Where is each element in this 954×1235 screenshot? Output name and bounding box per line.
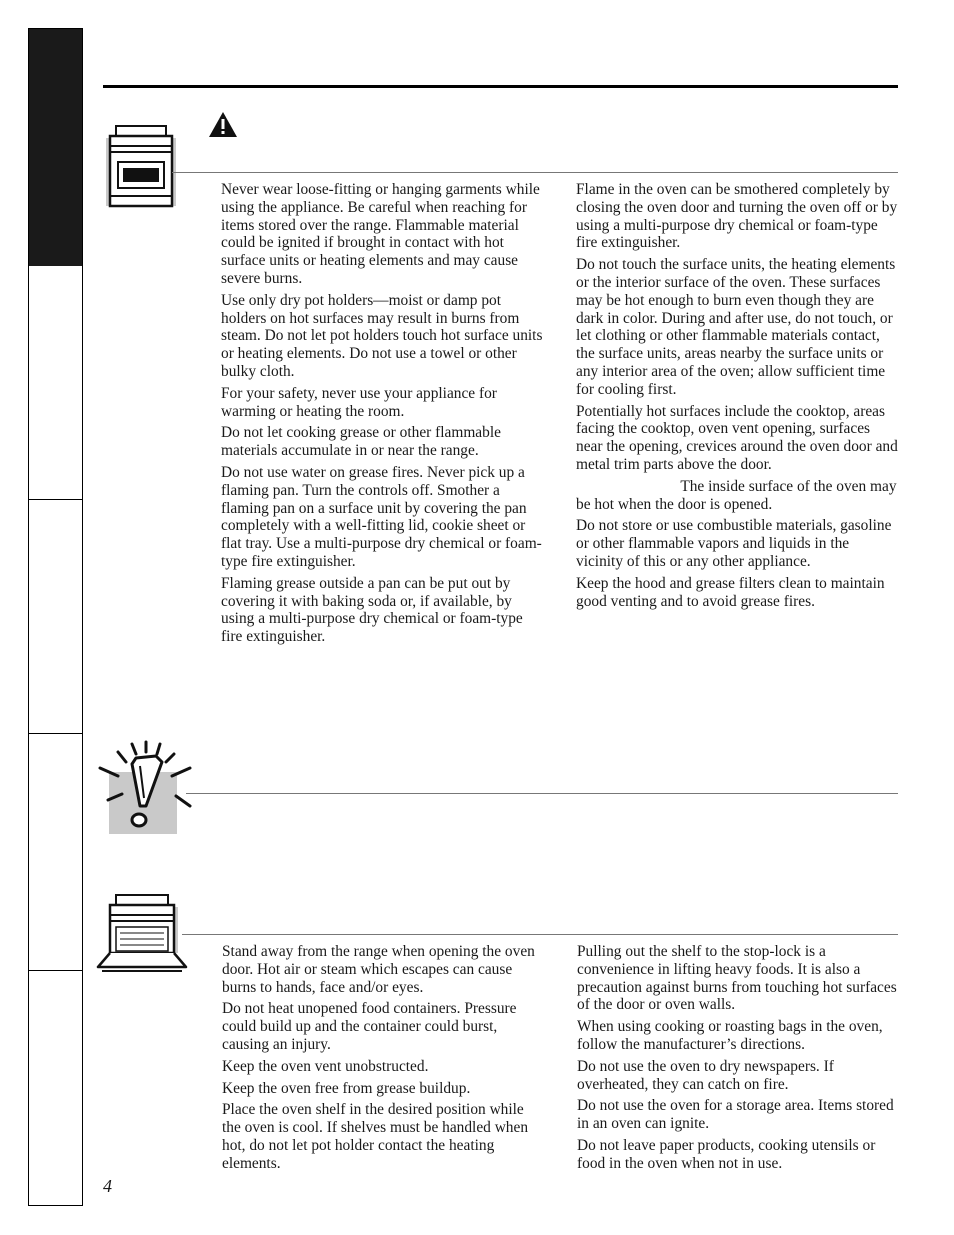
oven-column-right: [577, 943, 899, 1177]
safety-paragraph: Do not use the oven to dry newspapers. If overheated, they can catch on fire.: [577, 1057, 834, 1093]
exclamation-alert-icon: [96, 740, 192, 836]
header-rule: [103, 85, 898, 88]
safety-paragraph: Stand away from the range when opening the oven door. Hot air or steam which escapes can cause burns to hands, face and/or eyes.: [222, 943, 535, 996]
safety-paragraph: Keep the oven vent unobstructed.: [222, 1057, 429, 1075]
section-rule: [186, 793, 898, 794]
safety-paragraph: Flame in the oven can be smothered completely by closing the oven door and turning the oven off or by using a multi-purpose dry chemical or foam-type fire extinguisher.: [576, 181, 898, 252]
safety-paragraph: Do not use the oven for a storage area. Items stored in an oven can ignite.: [577, 1097, 894, 1133]
side-tab-divider: [29, 733, 82, 734]
safety-paragraph: Place the oven shelf in the desired position while the oven is cool. If shelves must be handled when hot, do not let pot holder contact the heating elements.: [222, 1101, 529, 1172]
safety-paragraph: [576, 478, 898, 514]
safety-paragraph: Do not store or use combustible materials, gasoline or other flammable vapors and liquids in the vicinity of this or any other appliance.: [576, 517, 892, 570]
safety-paragraph: Do not heat unopened food containers. Pressure could build up and the container could burst, causing an injury.: [222, 1000, 517, 1053]
safety-paragraph: Use only dry pot holders—moist or damp pot holders on hot surfaces may result in burns from steam. Do not let pot holders touch hot surface units or heating elements. Do not use a towel or other bulky cloth.: [221, 291, 543, 380]
open-oven-range-icon: [96, 893, 188, 975]
safety-paragraph: Do not use water on grease fires. Never pick up a flaming pan. Turn the controls off. Smother a flaming pan on a surface unit by covering the pan completely with a well-fitting lid, cookie sheet or flat tray. Use a multi-purpose dry chemical or foam-type fire extinguisher.: [221, 463, 542, 570]
side-tab-bar: [28, 28, 83, 1206]
safety-paragraph: Do not leave paper products, cooking utensils or food in the oven when not in use.: [577, 1136, 876, 1172]
page-number: 4: [103, 1176, 112, 1196]
safety-column-right: [576, 181, 898, 614]
safety-paragraph: Pulling out the shelf to the stop-lock is a convenience in lifting heavy foods. It is also a precaution against burns from touching hot surfaces of the door or oven walls.: [577, 943, 897, 1014]
oven-surface-text: The inside surface of the oven may be hot when the door is opened.: [576, 477, 897, 513]
safety-paragraph: For your safety, never use your appliance for warming or heating the room.: [221, 384, 497, 420]
safety-paragraph: Do not let cooking grease or other flammable materials accumulate in or near the range.: [221, 424, 501, 460]
side-tab-divider: [29, 970, 82, 971]
safety-paragraph: When using cooking or roasting bags in the oven, follow the manufacturer’s directions.: [577, 1018, 883, 1053]
side-tab-divider: [29, 499, 82, 500]
active-side-tab: [29, 29, 82, 266]
safety-paragraph: Never wear loose-fitting or hanging garments while using the appliance. Be careful when reaching for items stored over the range. Flammable material could be ignited if brought in contact with hot surface units or heating elements and may cause severe burns.: [221, 181, 540, 287]
range-stove-icon: [106, 124, 178, 208]
safety-paragraph: Keep the hood and grease filters clean to maintain good venting and to avoid grease fires.: [576, 574, 885, 610]
safety-paragraph: Do not touch the surface units, the heating elements or the interior surface of the oven. These surfaces may be hot enough to burn even though they are dark in color. During and after use, do not touch, or let clothing or other flammable materials contact, the surface units, areas nearby the surface units or any interior area of the oven; allow sufficient time for cooling first.: [576, 256, 896, 398]
warning-triangle-icon: [208, 111, 238, 138]
oven-column-left: [222, 943, 544, 1177]
section-rule: [182, 934, 898, 935]
safety-paragraph: Keep the oven free from grease buildup.: [222, 1079, 471, 1097]
section-rule: [172, 172, 898, 173]
safety-column-left: [221, 181, 543, 650]
safety-paragraph: Flaming grease outside a pan can be put out by covering it with baking soda or, if available, by using a multi-purpose dry chemical or foam-type fire extinguisher.: [221, 574, 523, 646]
safety-paragraph: Potentially hot surfaces include the cooktop, areas facing the cooktop, oven vent opening, surfaces near the opening, crevices around the oven door and metal trim parts above the door.: [576, 402, 898, 473]
